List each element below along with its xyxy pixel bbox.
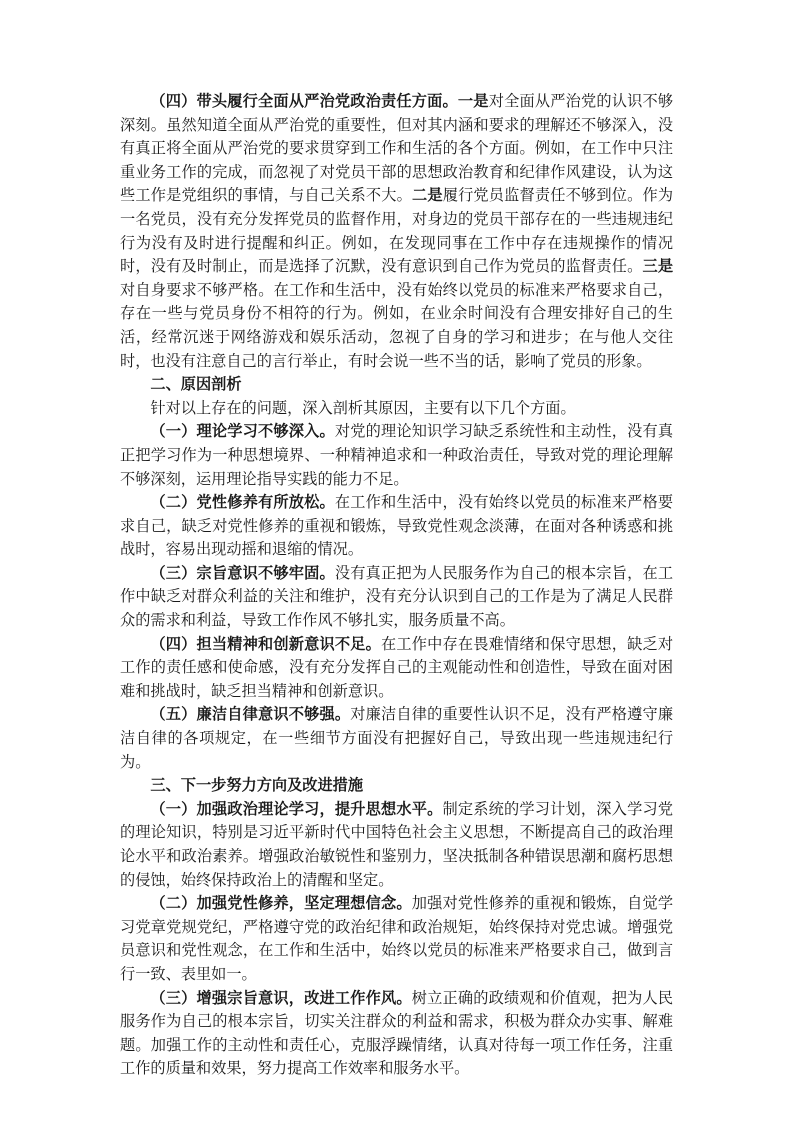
reason-heading: （三）宗旨意识不够牢固。 (150, 563, 335, 582)
reason-paragraph (120, 703, 673, 774)
section-heading-cause-analysis: 二、原因剖析 (150, 375, 242, 394)
point-two-marker: 二是 (411, 186, 443, 205)
reason-paragraph (120, 562, 673, 633)
reason-text: 在工作中存在畏难情绪和保守思想，缺乏对工作的责任感和使命感，没有充分发挥自己的主观能动性和创造性，导致在面对困难和挑战时，缺乏担当精神和创新意识。 (120, 634, 674, 700)
measure-text: 制定系统的学习计划，深入学习党的理论知识，特别是习近平新时代中国特色社会主义思想，不断提高自己的政治理论水平和政治素养。增强政治敏锐性和鉴别力，坚决抵制各种错误思潮和腐朽思想的侵蚀，始终保持政治上的清醒和坚定。 (120, 799, 674, 889)
measure-paragraph (120, 987, 673, 1081)
reason-text: 没有真正把为人民服务作为自己的根本宗旨，在工作中缺乏对群众利益的关注和维护，没有充分认识到自己的工作是为了满足人民群众的需求和利益，导致工作作风不够扎实，服务质量不高。 (120, 563, 674, 630)
measure-heading: （三）增强宗旨意识，改进工作作风。 (150, 988, 412, 1007)
reason-paragraph (120, 633, 673, 704)
measure-heading: （一）加强政治理论学习，提升思想水平。 (150, 799, 443, 818)
measure-text: 加强对党性修养的重视和锻炼，自觉学习党章党规党纪，严格遵守党的政治纪律和政治规矩，始终保持对党忠诚。增强党员意识和党性观念，在工作和生活中，始终以党员的标准来严格要求自己，做到言行一致、表里如一。 (120, 894, 674, 983)
point-three-text: 对自身要求不够严格。在工作和生活中，没有始终以党员的标准来严格要求自己，存在一些与党员身份不相符的行为。例如，在业余时间没有合理安排好自己的生活，经常沉迷于网络游戏和娱乐活动，忽视了自身的学习和进步；在与他人交往时，也没有注意自己的言行举止，有时会说一些不当的话，影响了党员的形象。 (120, 280, 673, 370)
reason-heading: （四）担当精神和创新意识不足。 (150, 634, 382, 653)
reason-text: 对廉洁自律的重要性认识不足，没有严格遵守廉洁自律的各项规定，在一些细节方面没有把握好自己，导致出现一些违规违纪行为。 (120, 705, 674, 771)
measure-paragraph (120, 798, 673, 892)
point-one-marker: 一是 (457, 92, 489, 110)
reason-paragraph (120, 491, 673, 562)
reason-text: 对党的理论知识学习缺乏系统性和主动性，没有真正把学习作为一种思想境界、一种精神追求和一种政治责任，导致对党的理论理解不够深刻，运用理论指导实践的能力不足。 (120, 422, 674, 488)
section-heading-improvement-measures: 三、下一步努力方向及改进措施 (150, 776, 364, 795)
intro-paragraph: 针对以上存在的问题，深入剖析其原因，主要有以下几个方面。 (150, 398, 576, 417)
reason-paragraph (120, 420, 673, 491)
measure-text: 树立正确的政绩观和价值观，把为人民服务作为自己的根本宗旨，切实关注群众的利益和需求，积极为群众办实事、解难题。加强工作的主动性和责任心，克服浮躁情绪，认真对待每一项工作任务，注重工作的质量和效果，努力提高工作效率和服务水平。 (120, 988, 674, 1078)
reason-text: 在工作和生活中，没有始终以党员的标准来严格要求自己，缺乏对党性修养的重视和锻炼，导致党性观念淡薄，在面对各种诱惑和挑战时，容易出现动摇和退缩的情况。 (120, 493, 674, 559)
point-two-text: 履行党员监督责任不够到位。作为一名党员，没有充分发挥党员的监督作用，对身边的党员干部存在的一些违规违纪行为没有及时进行提醒和纠正。例如，在发现同事在工作中存在违规操作的情况时，没有及时制止，而是选择了沉默，没有意识到自己作为党员的监督责任。 (120, 186, 674, 276)
measure-heading: （二）加强党性修养，坚定理想信念。 (150, 894, 412, 913)
reason-heading: （五）廉洁自律意识不够强。 (150, 705, 351, 724)
paragraph-section-4 (120, 90, 673, 373)
measure-paragraph (120, 892, 673, 986)
point-one-text: 对全面从严治党的认识不够深刻。虽然知道全面从严治党的重要性，但对其内涵和要求的理解还不够深入，没有真正将全面从严治党的要求贯穿到工作和生活的各个方面。例如，在工作中只注重业务工作的完成，而忽视了对党员干部的思想政治教育和纪律作风建设，认为这些工作是党组织的事情，与自己关系不大。 (120, 92, 674, 205)
reason-heading: （一）理论学习不够深入。 (150, 422, 335, 441)
point-three-marker: 三是 (642, 257, 674, 276)
section-4-heading: （四）带头履行全面从严治党政治责任方面。 (150, 92, 458, 110)
reason-heading: （二）党性修养有所放松。 (150, 493, 335, 512)
